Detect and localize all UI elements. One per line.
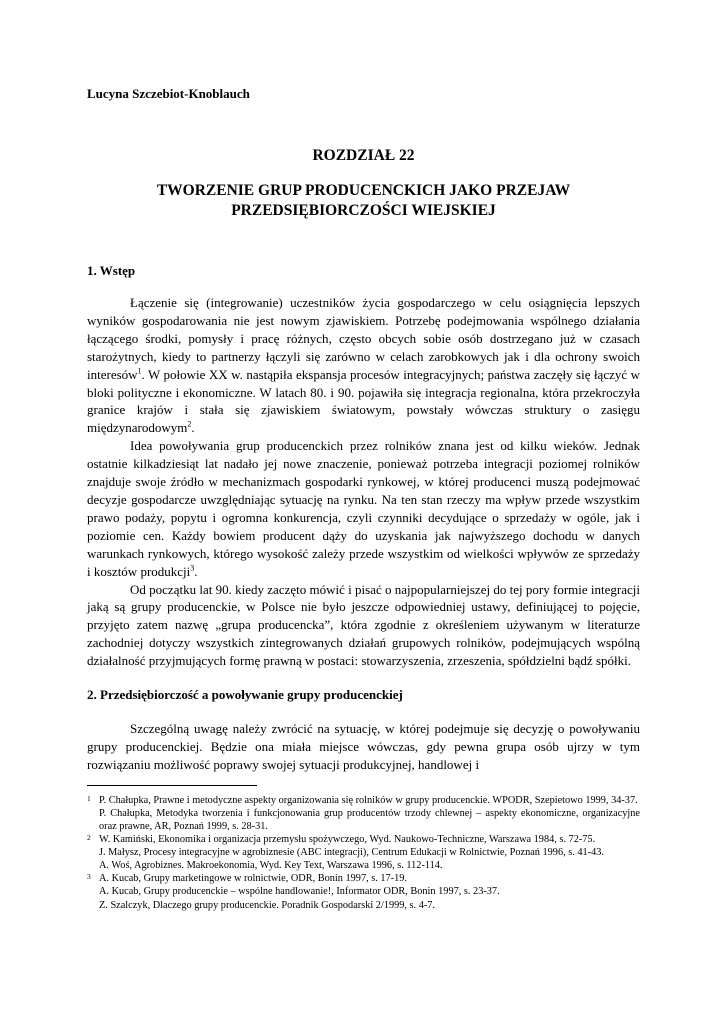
chapter-heading: ROZDZIAŁ 22 [312, 147, 415, 164]
footnote-1 [87, 794, 640, 833]
footnote-entry: A. Kucab, Grupy producenckie – wspólne handlowanie!, Informator ODR, Bonin 1997, s. 23-37. [99, 886, 500, 898]
footnote-ref-3: 3 [190, 563, 195, 573]
section-1-heading: 1. Wstęp [87, 263, 136, 278]
footnote-mark: 2 [87, 833, 91, 843]
footnote-entry: J. Małysz, Procesy integracyjne w agrobiznesie (ABC integracji), Centrum Edukacji w Rolnictwie, Poznań 1996, s. 41-43. [99, 847, 605, 859]
footnote-ref-2: 2 [187, 420, 192, 430]
chapter-title-line-2: PRZEDSIĘBIORCZOŚCI WIEJSKIEJ [231, 202, 496, 219]
footnote-entry: A. Kucab, Grupy marketingowe w rolnictwie, ODR, Bonin 1997, s. 17-19. [99, 873, 408, 885]
footnote-divider [87, 785, 257, 786]
footnote-ref-1: 1 [137, 366, 142, 376]
footnote-3 [87, 872, 640, 911]
paragraph-text: Łączenie się (integrowanie) uczestników życia gospodarczego w celu osiągnięcia lepszych wyników gospodarowania nie jest nowym zjawiskiem. Potrzebę podejmowania wspólnego działania łączącego środki, pomysły i pracę różnych, często obcych sobie osób dostrzegano już w czasach starożytnych, kiedy to partnerzy łączyli się zarówno w celach zarobkowych jak i dla ochrony swoich interesów [87, 295, 640, 382]
footnote-entry: A. Woś, Agrobiznes. Makroekonomia, Wyd. Key Text, Warszawa 1996, s. 112-114. [99, 860, 443, 872]
paragraph-text: . [194, 563, 198, 579]
section-2-heading: 2. Przedsiębiorczość a powoływanie grupy producenckiej [87, 687, 403, 703]
section-1-paragraph-2 [87, 437, 640, 580]
footnote-entry: Z. Szalczyk, Dlaczego grupy producenckie. Poradnik Gospodarski 2/1999, s. 4-7. [99, 899, 435, 911]
paragraph-text: . W połowie XX w. nastąpiła ekspansja procesów integracyjnych; państwa zaczęły się łączyć w bloki polityczne i ekonomiczne. W latach 80. i 90. pojawiła się integracja regionalna, która przekroczyła granice krajów i stała się zjawiskiem światowym, powstały wówczas struktury o zasięgu międzynarodowym [87, 366, 640, 436]
footnotes [87, 794, 640, 912]
footnote-entry: P. Chałupka, Prawne i metodyczne aspekty organizowania się rolników w grupy producenckie. WPODR, Szepietowo 1999, 34-37. [99, 794, 638, 806]
chapter-title [87, 181, 640, 221]
document-page [87, 86, 640, 912]
section-1-paragraph-1 [87, 294, 640, 437]
section-1-paragraph-3: Od początku lat 90. kiedy zaczęto mówić i pisać o najpopularniejszej do tej pory formie integracji jaką są grupy producenckie, w Polsce nie było jeszcze odpowiedniej ustawy, definiującej to pojęcie, przyjęto zatem nazwę „grupa producencka”, która zgodnie z określeniem używanym w literaturze zachodniej dotyczy wszystkich zintegrowanych działań grupowych rolników, podejmujących wspólną działalność przyjmujących formę prawną w postaci: stowarzyszenia, zrzeszenia, spółdzielni bądź spółki. [87, 581, 640, 669]
footnote-2 [87, 833, 640, 872]
author-name: Lucyna Szczebiot-Knoblauch [87, 86, 250, 101]
footnote-entry: P. Chałupka, Metodyka tworzenia i funkcjonowania grup producentów trzody chlewnej – aspekty ekonomiczne, organizacyjne oraz prawne, AR, Poznań 1999, s. 28-31. [99, 807, 640, 832]
footnote-entry: W. Kamiński, Ekonomika i organizacja przemysłu spożywczego, Wyd. Naukowo-Techniczne, Warszawa 1984, s. 72-75. [99, 834, 596, 846]
footnote-mark: 3 [87, 872, 91, 882]
section-2-paragraph-1: Szczególną uwagę należy zwrócić na sytuację, w której podejmuje się decyzję o powoływaniu grupy producenckiej. Będzie ona miała miejsce wówczas, gdy pewna grupa osób ujrzy w tym rozwiązaniu możliwość poprawy swojej sytuacji produkcyjnej, handlowej i [87, 721, 640, 772]
footnote-mark: 1 [87, 793, 91, 803]
paragraph-text: Idea powoływania grup producenckich przez rolników znana jest od kilku wieków. Jednak ostatnie kilkadziesiąt lat nadało jej nowe znaczenie, ponieważ potrzeba integracji poziomej rolników znajduje swoje źródło w mechanizmach gospodarki rynkowej, w której producenci muszą podejmować decyzje gospodarcze uwzględniając sytuację na rynku. Na ten stan rzeczy ma wpływ przede wszystkim prawo podaży, popytu i ogromna konkurencja, czyli czynniki decydujące o sprzedaży w ogóle, jak i poziomie cen. Każdy bowiem producent dąży do uzyskania jak najwyższego dochodu w danych warunkach rynkowych, którego wysokość zależy przede wszystkim od wielkości wpływów ze sprzedaży i kosztów produkcji [87, 438, 640, 579]
chapter-title-line-1: TWORZENIE GRUP PRODUCENCKICH JAKO PRZEJAW [156, 182, 571, 199]
paragraph-text: . [191, 420, 195, 436]
